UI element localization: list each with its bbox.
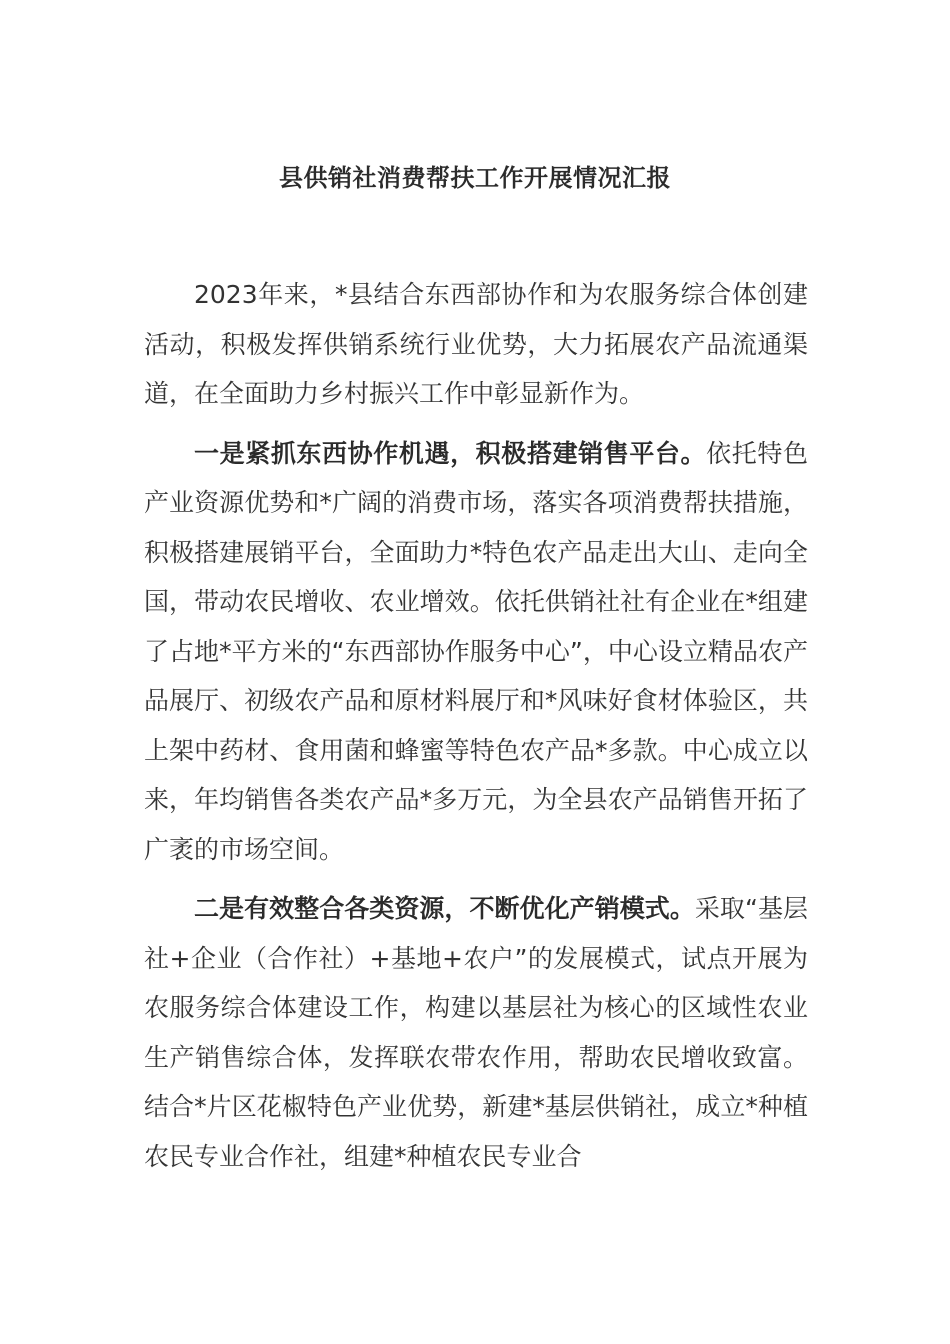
paragraph-text: 2023年来，*县结合东西部协作和为农服务综合体创建活动，积极发挥供销系统行业优势，大力拓展农产品流通渠道，在全面助力乡村振兴工作中彰显新作为。 [144,280,808,408]
paragraph-point-two [144,884,808,1181]
paragraph-intro [144,270,808,419]
paragraph-text: 依托特色产业资源优势和*广阔的消费市场，落实各项消费帮扶措施，积极搭建展销平台，全面助力*特色农产品走出大山、走向全国，带动农民增收、农业增效。依托供销社社有企业在*组建了占地*平方米的“东西部协作服务中心”，中心设立精品农产品展厅、初级农产品和原材料展厅和*风味好食材体验区，共上架中药材、食用菌和蜂蜜等特色农产品*多款。中心成立以来，年均销售各类农产品*多万元，为全县农产品销售开拓了广袤的市场空间。 [144,438,808,864]
paragraph-lead: 二是有效整合各类资源，不断优化产销模式。 [194,894,695,923]
document-body [144,270,808,1191]
paragraph-lead: 一是紧抓东西协作机遇，积极搭建销售平台。 [194,438,707,468]
paragraph-text: 采取“基层社+企业（合作社）+基地+农户”的发展模式，试点开展为农服务综合体建设工作，构建以基层社为核心的区域性农业生产销售综合体，发挥联农带农作用，帮助农民增收致富。结合*片区花椒特色产业优势，新建*基层供销社，成立*种植农民专业合作社，组建*种植农民专业合 [144,894,808,1171]
document-title: 县供销社消费帮扶工作开展情况汇报 [279,164,671,192]
paragraph-point-one [144,429,808,875]
